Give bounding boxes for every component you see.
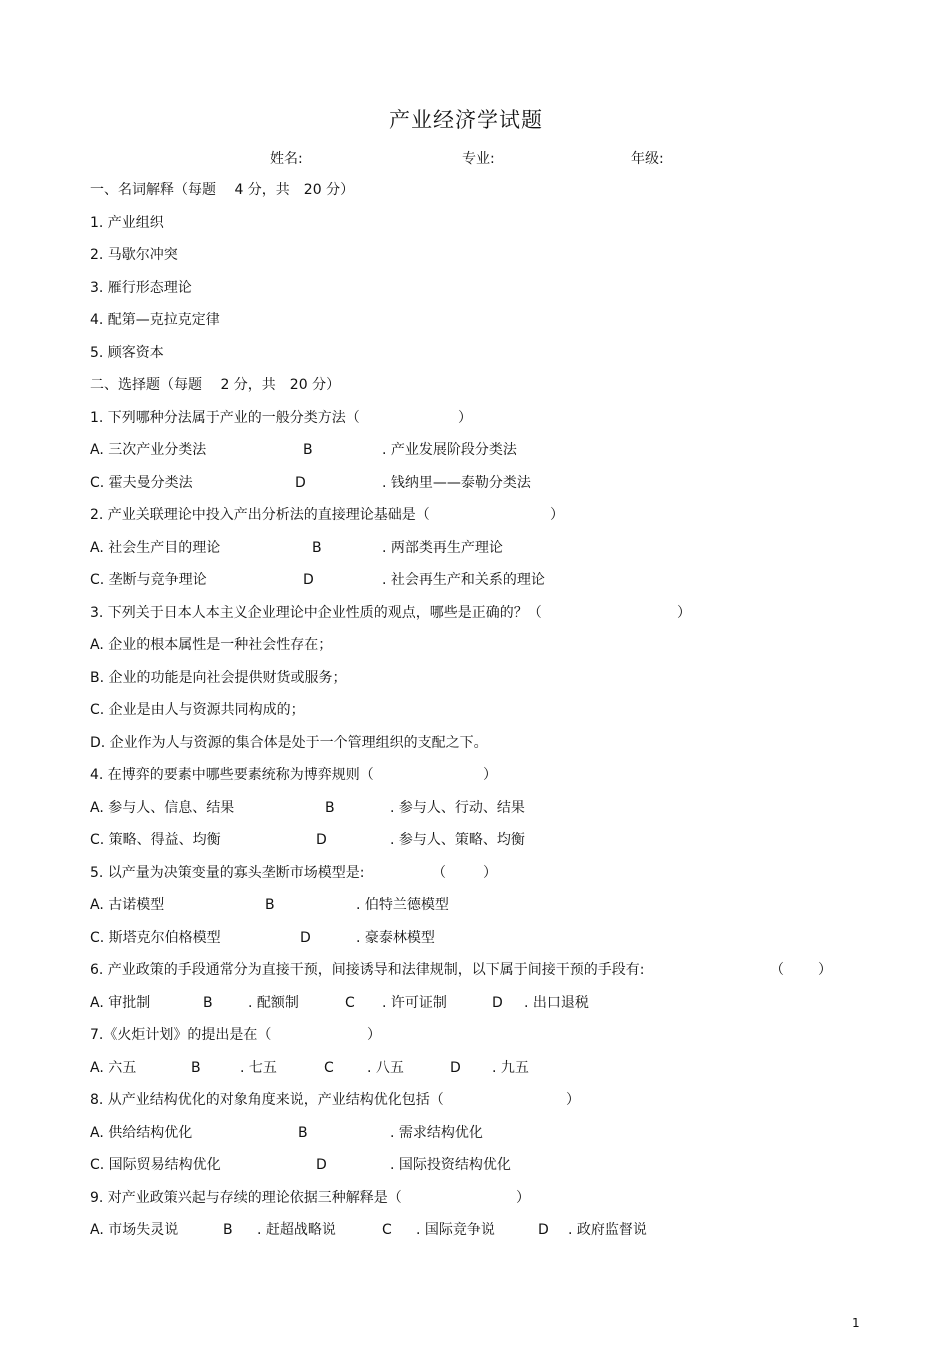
options-row [90, 798, 850, 831]
option-d-letter: D [316, 1157, 327, 1173]
option-d: . 九五 [492, 1059, 529, 1076]
option-b-letter: B [223, 1222, 233, 1238]
question-8 [90, 1090, 850, 1123]
option-d: . 政府监督说 [568, 1222, 647, 1238]
option-c-letter: C [382, 1222, 392, 1238]
options-row [90, 1155, 850, 1188]
option-d-letter: D [492, 994, 503, 1011]
answer-paren: ） [483, 767, 497, 783]
answer-paren: ） [516, 1189, 530, 1206]
option-d: . 国际投资结构优化 [390, 1157, 511, 1173]
option-b-letter: B [325, 799, 335, 816]
option-d-letter: D [450, 1059, 461, 1076]
option-b: . 需求结构优化 [390, 1124, 483, 1141]
option-a: A. 参与人、信息、结果 [90, 799, 235, 816]
options-row [90, 895, 850, 928]
question-7 [90, 1025, 850, 1058]
options-row [90, 830, 850, 863]
answer-paren-open: （ [770, 962, 784, 978]
option-b: . 产业发展阶段分类法 [382, 442, 517, 458]
option-d: . 钱纳里——泰勒分类法 [382, 474, 531, 491]
option-d: . 社会再生产和关系的理论 [382, 572, 545, 588]
question-text: 4. 在博弈的要素中哪些要素统称为博弈规则（ [90, 767, 374, 783]
option-c: . 许可证制 [382, 994, 447, 1011]
option-d-letter: D [303, 572, 314, 588]
options-row [90, 993, 850, 1026]
option-a: A. 供给结构优化 [90, 1124, 193, 1141]
option-c: . 八五 [367, 1059, 404, 1076]
exam-content [90, 180, 850, 1253]
option-c: C. 垄断与竞争理论 [90, 572, 207, 588]
answer-paren: ） [677, 604, 691, 621]
option-b: . 七五 [240, 1059, 277, 1076]
term-item: 4. 配第—克拉克定律 [90, 312, 220, 328]
option-b: . 赶超战略说 [257, 1222, 336, 1238]
option-b: . 参与人、行动、结果 [390, 799, 525, 816]
question-4 [90, 765, 850, 798]
option-c-letter: C [345, 994, 355, 1011]
options-row [90, 538, 850, 571]
page-title: 产业经济学试题 [389, 108, 543, 132]
question-9 [90, 1188, 850, 1221]
options-row [90, 1123, 850, 1156]
option-c: C. 霍夫曼分类法 [90, 474, 193, 491]
option-c: . 国际竞争说 [416, 1222, 495, 1238]
option-a: A. 企业的根本属性是一种社会性存在； [90, 637, 333, 653]
page-number: 1 [852, 1316, 860, 1330]
term-item: 3. 雁行形态理论 [90, 279, 192, 296]
question-5 [90, 863, 850, 896]
major-label: 专业: [462, 151, 495, 167]
question-3 [90, 603, 850, 636]
question-text: 5. 以产量为决策变量的寡头垄断市场模型是: [90, 864, 365, 881]
options-row [90, 473, 850, 506]
option-b-letter: B [265, 897, 275, 913]
section2-heading: 二、选择题（每题 2 分，共 20 分） [90, 377, 341, 393]
question-text: 1. 下列哪种分法属于产业的一般分类方法（ [90, 409, 360, 426]
option-b: . 伯特兰德模型 [356, 897, 449, 913]
option-d: D. 企业作为人与资源的集合体是处于一个管理组织的支配之下。 [90, 734, 488, 751]
student-info-row [0, 148, 950, 168]
question-6 [90, 960, 850, 993]
option-b-letter: B [203, 994, 213, 1011]
option-b-letter: B [298, 1124, 308, 1141]
question-2 [90, 505, 850, 538]
option-b: B. 企业的功能是向社会提供财货或服务； [90, 669, 347, 686]
grade-label: 年级: [631, 151, 664, 167]
option-d-letter: D [538, 1222, 549, 1238]
option-c: C. 斯塔克尔伯格模型 [90, 929, 221, 946]
option-a: A. 市场失灵说 [90, 1222, 179, 1238]
option-b-letter: B [191, 1059, 201, 1076]
answer-paren: ） [566, 1092, 580, 1108]
options-row [90, 570, 850, 603]
option-d: . 出口退税 [524, 994, 589, 1011]
question-text: 7.《火炬计划》的提出是在（ [90, 1027, 272, 1043]
question-text: 9. 对产业政策兴起与存续的理论依据三种解释是（ [90, 1189, 402, 1206]
name-label: 姓名: [270, 151, 303, 167]
option-d-letter: D [316, 832, 327, 848]
option-c: C. 国际贸易结构优化 [90, 1157, 221, 1173]
answer-paren-close: ） [483, 864, 497, 881]
options-row [90, 440, 850, 473]
answer-paren: ） [550, 507, 564, 523]
question-1 [90, 408, 850, 441]
question-text: 6. 产业政策的手段通常分为直接干预，间接诱导和法律规制，以下属于间接干预的手段有: [90, 962, 645, 978]
option-c: C. 策略、得益、均衡 [90, 832, 221, 848]
option-b: . 两部类再生产理论 [382, 539, 503, 556]
option-a: A. 六五 [90, 1059, 137, 1076]
option-a: A. 审批制 [90, 994, 151, 1011]
options-row [90, 1220, 850, 1253]
term-item: 1. 产业组织 [90, 214, 164, 231]
option-b: . 配额制 [248, 994, 299, 1011]
option-d: . 参与人、策略、均衡 [390, 832, 525, 848]
answer-paren-open: （ [432, 864, 446, 881]
option-d-letter: D [295, 474, 306, 491]
options-row [90, 1058, 850, 1091]
option-c-letter: C [324, 1059, 334, 1076]
answer-paren-close: ） [818, 962, 832, 978]
term-item: 2. 马歇尔冲突 [90, 247, 178, 263]
options-row [90, 928, 850, 961]
section1-heading: 一、名词解释（每题 4 分，共 20 分） [90, 182, 355, 198]
answer-paren: ） [458, 409, 472, 426]
option-a: A. 社会生产目的理论 [90, 539, 221, 556]
option-a: A. 古诺模型 [90, 897, 165, 913]
option-b-letter: B [303, 442, 313, 458]
question-text: 3. 下列关于日本人本主义企业理论中企业性质的观点，哪些是正确的？（ [90, 604, 542, 621]
question-text: 8. 从产业结构优化的对象角度来说，产业结构优化包括（ [90, 1092, 444, 1108]
option-d: . 豪泰林模型 [356, 929, 435, 946]
option-b-letter: B [312, 539, 322, 556]
option-d-letter: D [300, 929, 311, 946]
option-c: C. 企业是由人与资源共同构成的； [90, 702, 305, 718]
answer-paren: ） [367, 1027, 381, 1043]
term-item: 5. 顾客资本 [90, 344, 164, 361]
option-a: A. 三次产业分类法 [90, 442, 207, 458]
question-text: 2. 产业关联理论中投入产出分析法的直接理论基础是（ [90, 507, 430, 523]
